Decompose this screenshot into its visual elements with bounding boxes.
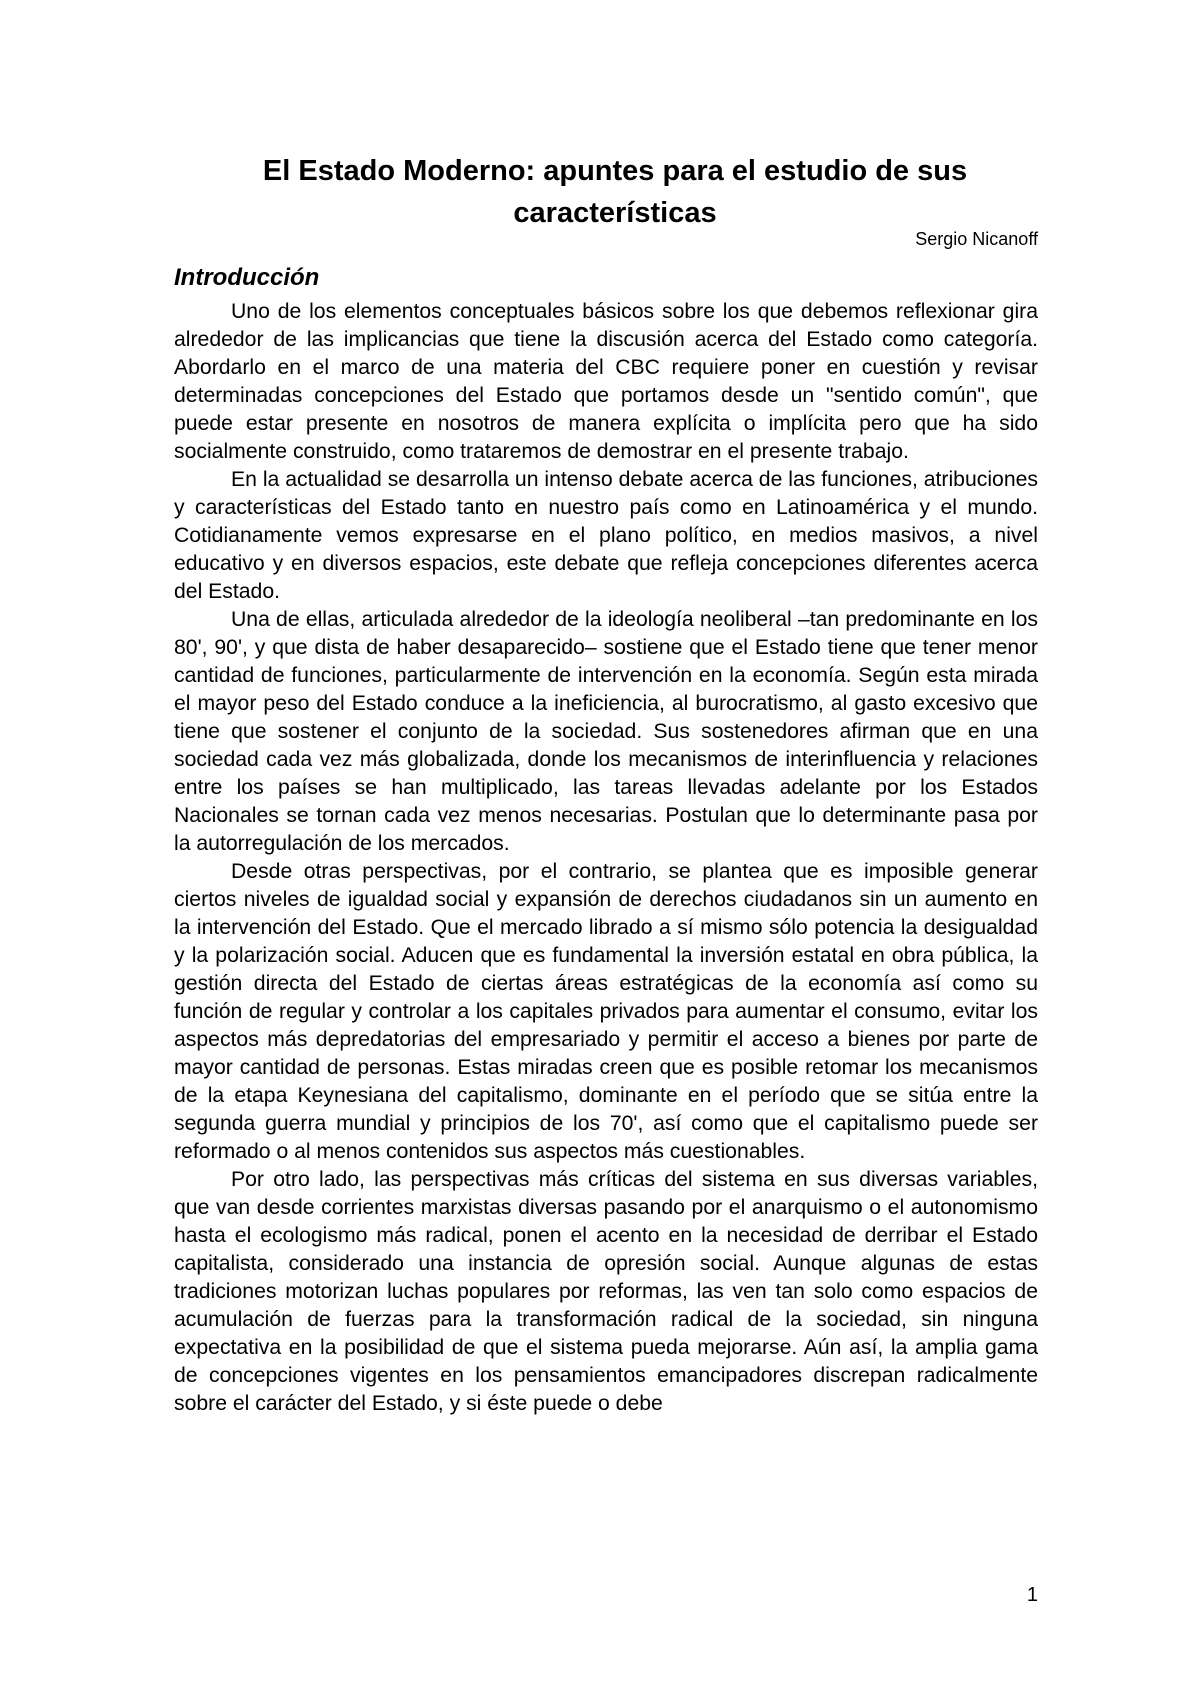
paragraph: Desde otras perspectivas, por el contrario, se plantea que es imposible generar ciertos niveles de igualdad social y expansión de derechos ciudadanos sin un aumento en la intervención del Estado. Que el mercado librado a sí mismo sólo potencia la desigualdad y la polarización social. Aducen que es fundamental la inversión estatal en obra pública, la gestión directa del Estado de ciertas áreas estratégicas de la economía así como su función de regular y controlar a los capitales privados para aumentar el consumo, evitar los aspectos más depredatorias del empresariado y permitir el acceso a bienes por parte de mayor cantidad de personas. Estas miradas creen que es posible retomar los mecanismos de la etapa Keynesiana del capitalismo, dominante en el período que se sitúa entre la segunda guerra mundial y principios de los 70', así como que el capitalismo puede ser reformado o al menos contenidos sus aspectos más cuestionables. [174, 860, 1038, 1163]
paragraph: Una de ellas, articulada alrededor de la ideología neoliberal –tan predominante en los 80', 90', y que dista de haber desaparecido– sostiene que el Estado tiene que tener menor cantidad de funciones, particularmente de intervención en la economía. Según esta mirada el mayor peso del Estado conduce a la ineficiencia, al burocratismo, al gasto excesivo que tiene que sostener el conjunto de la sociedad. Sus sostenedores afirman que en una sociedad cada vez más globalizada, donde los mecanismos de interinfluencia y relaciones entre los países se han multiplicado, las tareas llevadas adelante por los Estados Nacionales se tornan cada vez menos necesarias. Postulan que lo determinante pasa por la autorregulación de los mercados. [174, 608, 1038, 855]
paragraph: Por otro lado, las perspectivas más críticas del sistema en sus diversas variables, que van desde corrientes marxistas diversas pasando por el anarquismo o el autonomismo hasta el ecologismo más radical, ponen el acento en la necesidad de derribar el Estado capitalista, considerado una instancia de opresión social. Aunque algunas de estas tradiciones motorizan luchas populares por reformas, las ven tan solo como espacios de acumulación de fuerzas para la transformación radical de la sociedad, sin ninguna expectativa en la posibilidad de que el sistema pueda mejorarse. Aún así, la amplia gama de concepciones vigentes en los pensamientos emancipadores discrepan radicalmente sobre el carácter del Estado, y si éste puede o debe [174, 1168, 1038, 1415]
paragraph: Uno de los elementos conceptuales básicos sobre los que debemos reflexionar gira alrededor de las implicancias que tiene la discusión acerca del Estado como categoría. Abordarlo en el marco de una materia del CBC requiere poner en cuestión y revisar determinadas concepciones del Estado que portamos desde un "sentido común", que puede estar presente en nosotros de manera explícita o implícita pero que ha sido socialmente construido, como trataremos de demostrar en el presente trabajo. [174, 300, 1038, 463]
section-heading: Introducción [174, 264, 320, 291]
body-text [174, 298, 1038, 1418]
author-name: Sergio Nicanoff [915, 229, 1038, 249]
page-number: 1 [1026, 1584, 1038, 1606]
document-title: El Estado Moderno: apuntes para el estudio de sus características [262, 155, 968, 229]
paragraph: En la actualidad se desarrolla un intenso debate acerca de las funciones, atribuciones y características del Estado tanto en nuestro país como en Latinoamérica y el mundo. Cotidianamente vemos expresarse en el plano político, en medios masivos, a nivel educativo y en diversos espacios, este debate que refleja concepciones diferentes acerca del Estado. [174, 468, 1038, 603]
